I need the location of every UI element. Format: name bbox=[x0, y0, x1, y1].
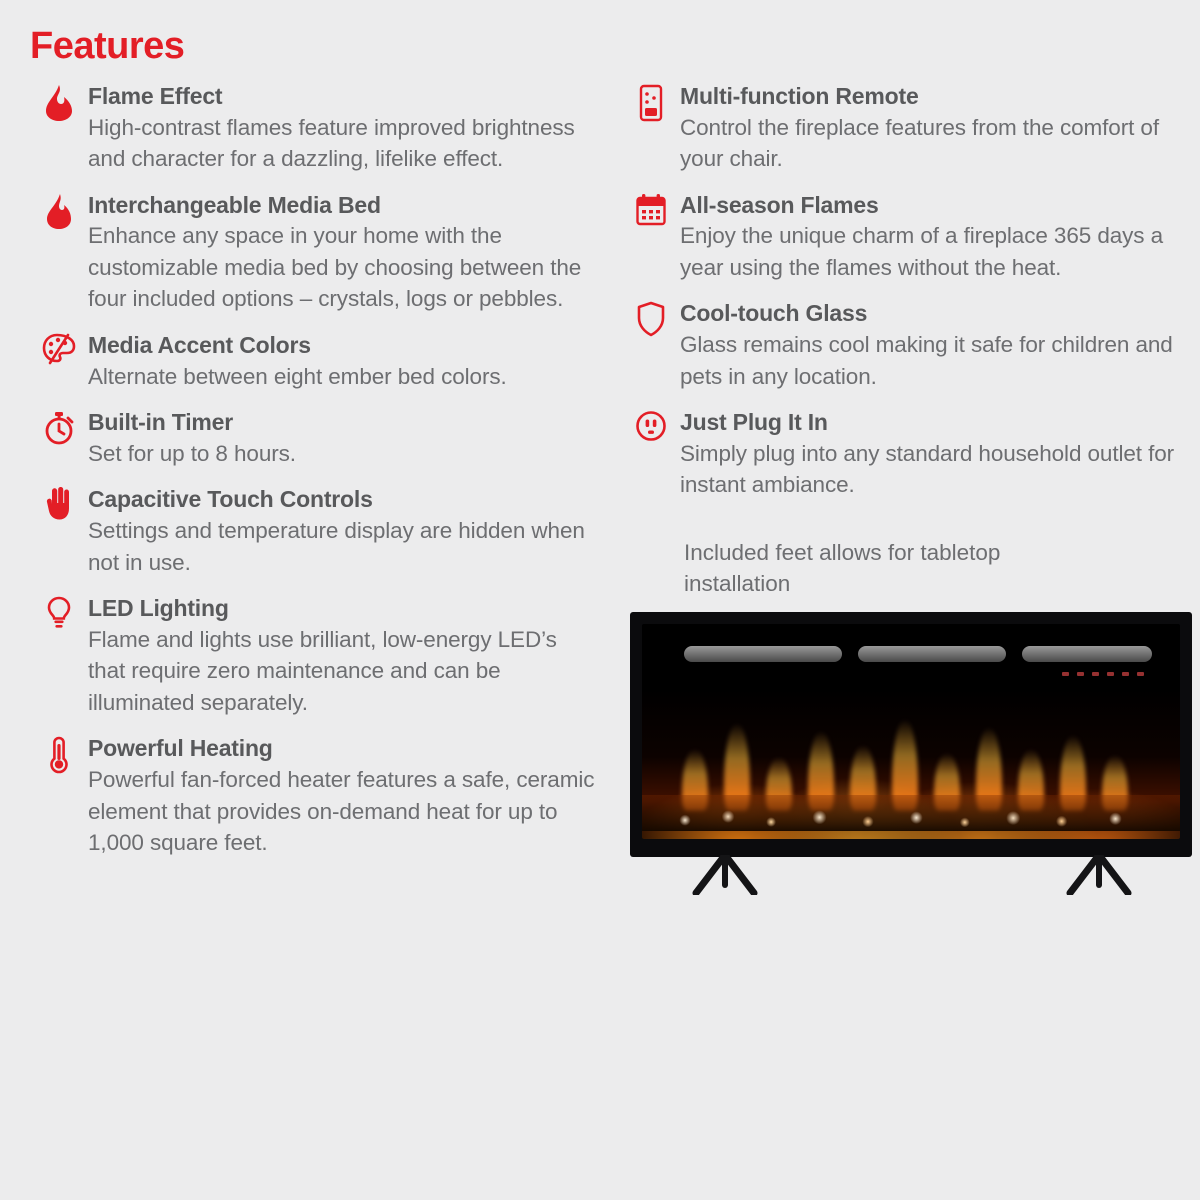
feature-text: Settings and temperature display are hidden when not in use. bbox=[88, 518, 585, 575]
electric-fireplace-photo bbox=[630, 612, 1192, 912]
fireplace-unit bbox=[630, 612, 1192, 857]
feature-flame-effect bbox=[30, 82, 600, 175]
power-outlet-icon bbox=[622, 408, 680, 452]
hand-touch-icon bbox=[30, 485, 88, 529]
page-title: Features bbox=[30, 25, 185, 67]
feature-text: Powerful fan-forced heater features a safe, ceramic element that provides on-demand heat for up to 1,000 square feet. bbox=[88, 767, 595, 856]
media-bar-left bbox=[684, 646, 842, 662]
flame-media-bed-icon bbox=[30, 191, 88, 235]
thermometer-icon bbox=[30, 734, 88, 778]
feature-body bbox=[88, 594, 600, 718]
feature-body bbox=[88, 82, 600, 175]
feature-title: LED Lighting bbox=[88, 595, 229, 622]
feature-multi-function-remote bbox=[622, 82, 1192, 175]
feature-text: Control the fireplace features from the comfort of your chair. bbox=[680, 114, 1159, 172]
shield-icon bbox=[622, 299, 680, 343]
feature-title: Cool-touch Glass bbox=[680, 300, 868, 327]
feature-body bbox=[680, 191, 1192, 284]
tabletop-foot-left bbox=[686, 855, 764, 895]
feature-built-in-timer bbox=[30, 408, 600, 469]
feature-text: Set for up to 8 hours. bbox=[88, 440, 296, 466]
feature-title: All-season Flames bbox=[680, 191, 879, 218]
feature-body bbox=[88, 485, 600, 578]
features-columns bbox=[30, 82, 1175, 912]
feature-all-season-flames bbox=[622, 191, 1192, 284]
fireplace-glass bbox=[642, 624, 1180, 839]
feature-body bbox=[88, 734, 600, 858]
feature-body bbox=[88, 408, 600, 469]
right-feature-column bbox=[622, 82, 1192, 912]
feature-text: Enhance any space in your home with the customizable media bed by choosing between the four included options – crystals, logs or pebbles. bbox=[88, 223, 582, 312]
paint-palette-icon bbox=[30, 331, 88, 375]
remote-control-icon bbox=[622, 82, 680, 126]
feature-title: Multi-function Remote bbox=[680, 82, 919, 109]
feature-interchangeable-media-bed bbox=[30, 191, 600, 315]
feature-text: Alternate between eight ember bed colors. bbox=[88, 363, 507, 389]
feature-text: Simply plug into any standard household outlet for instant ambiance. bbox=[680, 440, 1175, 498]
feature-cool-touch-glass bbox=[622, 299, 1192, 392]
feature-body bbox=[88, 191, 600, 315]
feature-led-lighting bbox=[30, 594, 600, 718]
feature-text: High-contrast flames feature improved brightness and character for a dazzling, lifelike effect. bbox=[88, 114, 575, 172]
feature-body bbox=[680, 82, 1192, 175]
feature-capacitive-touch-controls bbox=[30, 485, 600, 578]
feature-just-plug-it-in bbox=[622, 408, 1192, 501]
left-feature-column bbox=[30, 82, 600, 912]
feature-text: Flame and lights use brilliant, low-energy LED’s that require zero maintenance and can be illuminated separately. bbox=[88, 626, 557, 715]
tabletop-foot-right bbox=[1060, 855, 1138, 895]
feature-body bbox=[680, 299, 1192, 392]
feature-body bbox=[680, 408, 1192, 501]
control-indicator-lights bbox=[1062, 672, 1154, 678]
feature-title: Flame Effect bbox=[88, 82, 223, 109]
flame-icon bbox=[30, 82, 88, 126]
feature-title: Built-in Timer bbox=[88, 409, 234, 436]
ember-media-bed-graphic bbox=[642, 795, 1180, 831]
product-caption: Included feet allows for tabletop installation bbox=[684, 539, 1001, 597]
lightbulb-icon bbox=[30, 594, 88, 638]
feature-body bbox=[88, 331, 600, 392]
feature-title: Media Accent Colors bbox=[88, 331, 311, 358]
feature-text: Enjoy the unique charm of a fireplace 365 days a year using the flames without the heat. bbox=[680, 223, 1164, 280]
feature-powerful-heating bbox=[30, 734, 600, 858]
feature-media-accent-colors bbox=[30, 331, 600, 392]
stopwatch-timer-icon bbox=[30, 408, 88, 452]
feature-title: Just Plug It In bbox=[680, 409, 828, 436]
media-bar-right bbox=[1022, 646, 1152, 662]
feature-title: Capacitive Touch Controls bbox=[88, 486, 373, 513]
feature-title: Powerful Heating bbox=[88, 735, 273, 762]
feature-text: Glass remains cool making it safe for children and pets in any location. bbox=[680, 332, 1173, 389]
feature-title: Interchangeable Media Bed bbox=[88, 191, 381, 218]
calendar-icon bbox=[622, 191, 680, 235]
media-bar-center bbox=[858, 646, 1006, 662]
